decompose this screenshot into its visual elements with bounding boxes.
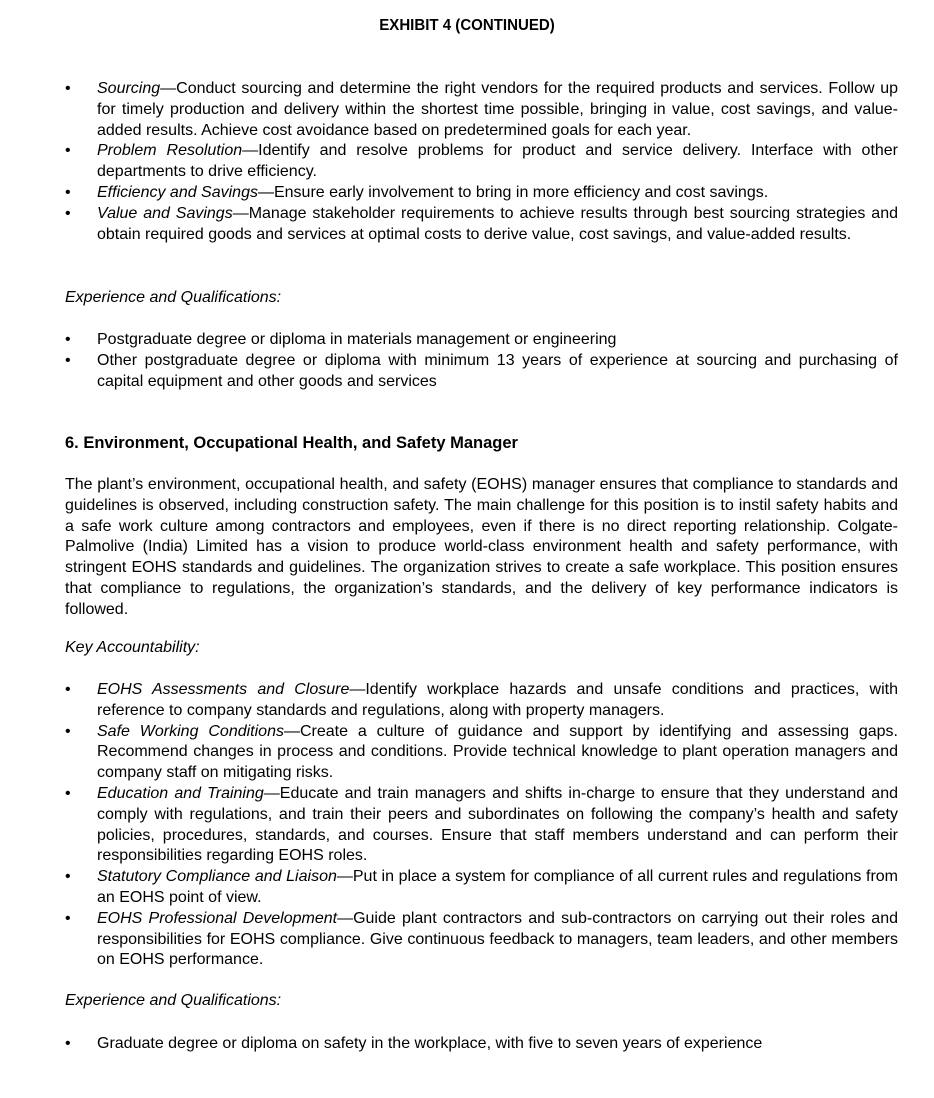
accountability-list (65, 680, 898, 971)
qualifications-heading: Experience and Qualifications: (65, 289, 282, 306)
list-item (65, 722, 898, 784)
item-term: Problem Resolution (97, 142, 243, 160)
responsibilities-list (65, 79, 898, 245)
qualifications-heading-2: Experience and Qualifications: (65, 992, 282, 1009)
list-item (65, 183, 898, 204)
list-item (65, 680, 898, 722)
section-heading: 6. Environment, Occupational Health, and Safety Manager (65, 434, 518, 452)
item-term: Efficiency and Savings (97, 183, 258, 201)
list-item: • Postgraduate degree or diploma in materials management or engineering (65, 330, 898, 351)
item-term: EOHS Professional Development (97, 909, 338, 927)
item-term: Statutory Compliance and Liaison (97, 868, 337, 886)
item-text: —Manage stakeholder requirements to achieve results through best sourcing strategies and obtain required goods and services at optimal costs to derive value, cost savings, and value-added results. (97, 204, 899, 243)
item-text: —Educate and train managers and shifts in-charge to ensure that they understand and comply with regulations, and train their peers and subordinates on following the company’s health and safety policies, procedures, standards, and courses. Ensure that staff members understand and can perform their responsibilities regarding EOHS roles. (97, 784, 899, 865)
item-term: Safe Working Conditions (97, 722, 284, 740)
exhibit-title: EXHIBIT 4 (CONTINUED) (379, 17, 555, 34)
qualifications-list-2 (65, 1034, 898, 1055)
list-item: • Other postgraduate degree or diploma with minimum 13 years of experience at sourcing and purchasing of capital equipment and other goods and services (65, 351, 898, 393)
list-item (65, 204, 898, 246)
item-term: Education and Training (97, 784, 264, 802)
responsibilities-list-block (65, 79, 898, 245)
item-text: —Identify workplace hazards and unsafe conditions and practices, with reference to company standards and regulations, along with property managers. (97, 681, 898, 719)
item-text: —Ensure early involvement to bring in more efficiency and cost savings. (257, 183, 769, 201)
list-item (65, 79, 898, 141)
item-text: —Guide plant contractors and sub-contractors on carrying out their roles and responsibilities for EOHS compliance. Give continuous feedback to managers, team leaders, and other members on EOHS performance. (97, 909, 898, 969)
item-text: —Conduct sourcing and determine the right vendors for the required products and services. Follow up for timely production and delivery within the shortest time possible, bringing in value, cost savings, and value-added results. Achieve cost avoidance based on predetermined goals for each year. (97, 80, 898, 139)
item-term: EOHS Assessments and Closure (97, 681, 350, 698)
list-item (65, 867, 898, 909)
item-term: Value and Savings (97, 204, 233, 222)
qualifications-list (65, 330, 898, 392)
section-paragraph: The plant’s environment, occupational health, and safety (EOHS) manager ensures that compliance to standards and guidelines is observed, including construction safety. The main challenge for this position is to instil safety habits and a safe work culture among contractors and employees, even if there is no direct reporting relationship. Colgate-Palmolive (India) Limited has a vision to produce world-class environment health and safety performance, with stringent EOHS standards and guidelines. The organization strives to create a safe workplace. This position ensures that compliance to regulations, the organization’s standards, and the delivery of key performance indicators is followed. (65, 476, 898, 618)
list-item: • Graduate degree or diploma on safety in the workplace, with five to seven years of experience (65, 1034, 898, 1055)
list-item (65, 784, 898, 867)
accountability-list-block (65, 680, 898, 971)
item-text: —Identify and resolve problems for product and service delivery. Interface with other departments to drive efficiency. (97, 142, 899, 181)
item-term: Sourcing (97, 80, 161, 97)
list-item (65, 141, 898, 183)
qualifications-list-block (65, 330, 898, 392)
qualifications-list-block-2 (65, 1034, 898, 1055)
item-text: —Create a culture of guidance and support by identifying and assessing gaps. Recommend changes in process and conditions. Provide technical knowledge to plant operation managers and company staff on mitigating risks. (97, 722, 899, 782)
list-item (65, 909, 898, 971)
item-text: —Put in place a system for compliance of all current rules and regulations from an EOHS point of view. (97, 868, 899, 906)
key-accountability-heading: Key Accountability: (65, 639, 200, 656)
